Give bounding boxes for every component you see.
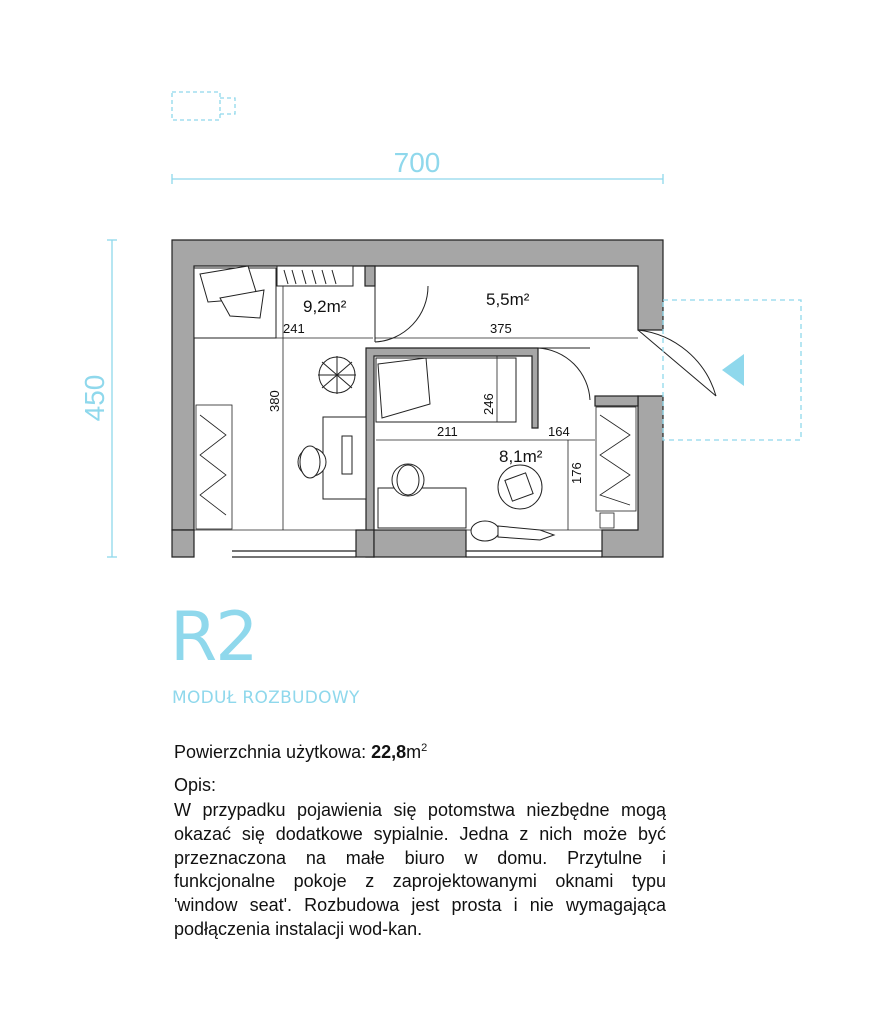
dim-label: 246: [481, 393, 496, 415]
room-area-label: 5,5m²: [486, 290, 530, 309]
usable-area: [174, 742, 427, 763]
usable-area-unit-sup: 2: [421, 742, 428, 754]
entrance-arrow-icon: [722, 354, 744, 386]
room-area-label: 8,1m²: [499, 447, 543, 466]
entrance-door: [638, 330, 716, 396]
dim-label: 375: [490, 321, 512, 336]
width-dimension: [172, 147, 663, 184]
width-label: 700: [393, 147, 441, 178]
usable-area-value: 22,8: [371, 742, 407, 762]
height-dimension: [79, 240, 117, 557]
description-text: W przypadku pojawienia się potomstwa niezbędne mogą okazać się dodatkowe sypialnie. Jedna z nich może być przeznaczona na małe biuro w domu. Przytulne i funkcjonalne pokoje z zaprojektowanymi oknami typu 'window seat'. Rozbudowa jest prosta i nie wymagająca podłączenia instalacji wod-kan.: [174, 800, 666, 939]
description-label: Opis:: [174, 775, 217, 795]
window-seat-left: [196, 405, 232, 529]
wardrobe-top: [277, 266, 353, 286]
armchair: [498, 465, 542, 509]
height-label: 450: [79, 374, 110, 422]
usable-area-label: Powierzchnia użytkowa:: [174, 742, 367, 762]
dim-label: 380: [267, 390, 282, 412]
module-name: MODUŁ ROZBUDOWY: [172, 688, 360, 708]
person-reclining: [471, 521, 554, 541]
desk-left: [298, 417, 366, 499]
module-key-icon: [172, 92, 235, 120]
dim-label: 176: [569, 462, 584, 484]
bed-left: [194, 266, 276, 338]
room-area-label: 9,2m²: [303, 297, 347, 316]
dim-label: 241: [283, 321, 305, 336]
usable-area-unit: m: [406, 742, 422, 762]
module-code: R2: [170, 598, 257, 677]
dim-label: 164: [548, 424, 570, 439]
plant-icon: [318, 356, 356, 394]
window-seat-right: [596, 407, 636, 528]
desk-middle: [378, 464, 466, 528]
dim-label: 211: [437, 424, 458, 439]
entrance-marker: [663, 300, 801, 440]
